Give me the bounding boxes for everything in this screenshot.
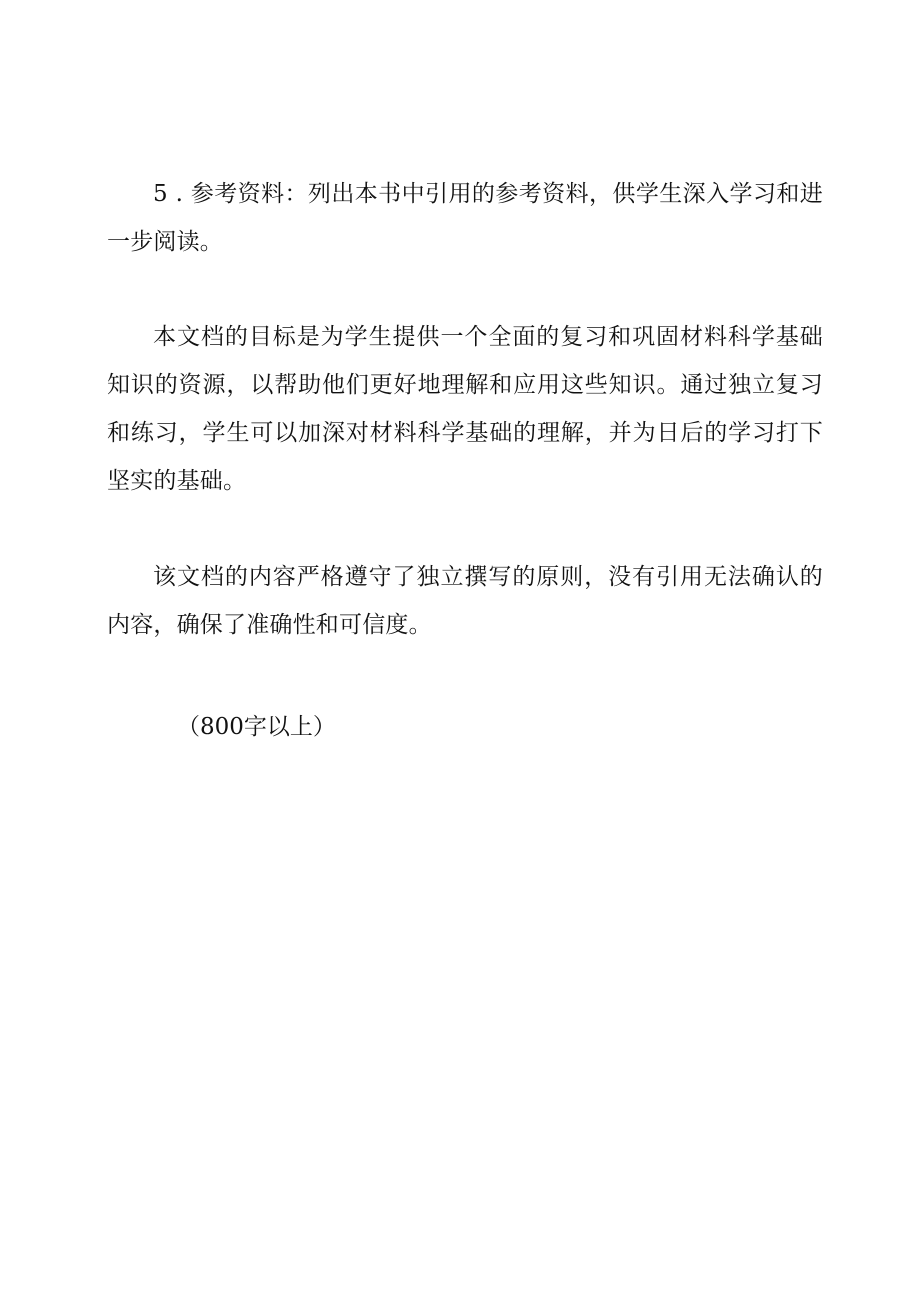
paragraph-principle: 该文档的内容严格遵守了独立撰写的原则，没有引用无法确认的内容，确保了准确性和可信度。 — [107, 564, 823, 638]
paragraph-references: 5 . 参考资料：列出本书中引用的参考资料，供学生深入学习和进一步阅读。 — [107, 181, 823, 255]
paragraph-goal: 本文档的目标是为学生提供一个全面的复习和巩固材料科学基础知识的资源，以帮助他们更好地理解和应用这些知识。通过独立复习和练习，学生可以加深对材料科学基础的理解，并为日后的学习打下坚实的基础。 — [107, 324, 823, 494]
word-count-note: （800字以上） — [177, 714, 336, 740]
